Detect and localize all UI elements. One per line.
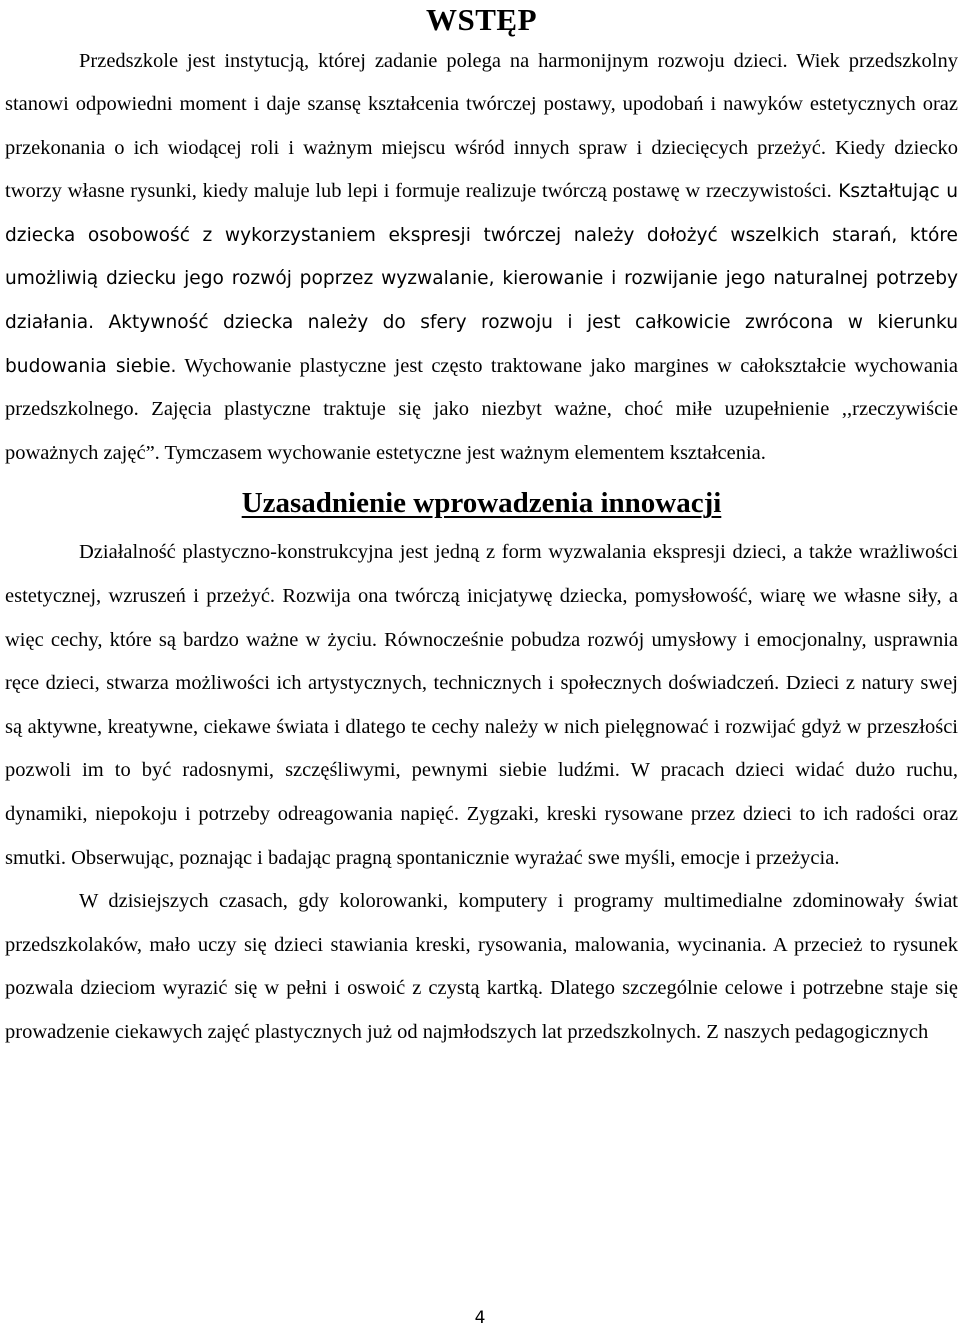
- intro-sentence-3: Wychowanie plastyczne jest często traktowane jako margines w całokształcie wychowania przedszkolnego. Zajęcia plastyczne traktuje się jako niezbyt ważne, choć miłe uzupełnienie ,,rzeczywiście poważnych zajęć”. Tymczasem wychowanie estetyczne jest ważnym elementem kształcenia.: [5, 354, 958, 464]
- page-title: WSTĘP: [425, 2, 538, 37]
- section-paragraph-2: W dzisiejszych czasach, gdy kolorowanki, komputery i programy multimedialne zdominowały świat przedszkolaków, mało uczy się dzieci stawiania kreski, rysowania, malowania, wycinania. A przecież to rysunek pozwala dzieciom wyrazić się w pełni i oswoić z czystą kartką. Dlatego szczególnie celowe i potrzebne staje się prowadzenie ciekawych zajęć plastycznych już od najmłodszych lat przedszkolnych. Z naszych pedagogicznych: [5, 890, 958, 1043]
- intro-paragraph: [5, 40, 958, 476]
- intro-sentence-2: Kształtując u dziecka osobowość z wykorzystaniem ekspresji twórczej należy dołożyć wszelkich starań, które umożliwią dziecku jego rozwój poprzez wyzwalanie, kierowanie i rozwijanie jego naturalnej potrzeby działania. Aktywność dziecka należy do sfery rozwoju i jest całkowicie zwrócona w kierunku budowania siebie.: [5, 181, 958, 377]
- section-paragraph-1: Działalność plastyczno-konstrukcyjna jest jedną z form wyzwalania ekspresji dzieci, a także wrażliwości estetycznej, wzruszeń i przeżyć. Rozwija ona twórczą inicjatywę dziecka, pomysłowość, wiarę we własne siły, a więc cechy, które są bardzo ważne w życiu. Równocześnie pobudza rozwój umysłowy i emocjonalny, usprawnia ręce dzieci, stwarza możliwości ich artystycznych, technicznych i społecznych doświadczeń. Dzieci z natury swej są aktywne, kreatywne, ciekawe świata i dlatego te cechy należy w nich pielęgnować i rozwijać gdyż w przeszłości pozwoli im to być radosnymi, szczęśliwymi, pewnymi siebie ludźmi. W pracach dzieci widać dużo ruchu, dynamiki, niepokoju i potrzeby odreagowania napięć. Zygzaki, kreski rysowane przez dzieci to ich radości oraz smutki. Obserwując, poznając i badając pragną spontanicznie wyrażać swe myśli, emocje i przeżycia.: [5, 541, 958, 869]
- page-number: 4: [474, 1308, 486, 1328]
- section-title: Uzasadnienie wprowadzenia innowacji: [241, 487, 722, 520]
- intro-sentence-1: Przedszkole jest instytucją, której zadanie polega na harmonijnym rozwoju dzieci. Wiek przedszkolny stanowi odpowiedni moment i daje szansę kształcenia twórczej postawy, upodobań i nawyków estetycznych oraz przekonania o ich wiodącej roli i ważnym miejscu wśród innych spraw i dziecięcych przeżyć. Kiedy dziecko tworzy własne rysunki, kiedy maluje lub lepi i formuje realizuje twórczą postawę w rzeczywistości.: [5, 49, 958, 203]
